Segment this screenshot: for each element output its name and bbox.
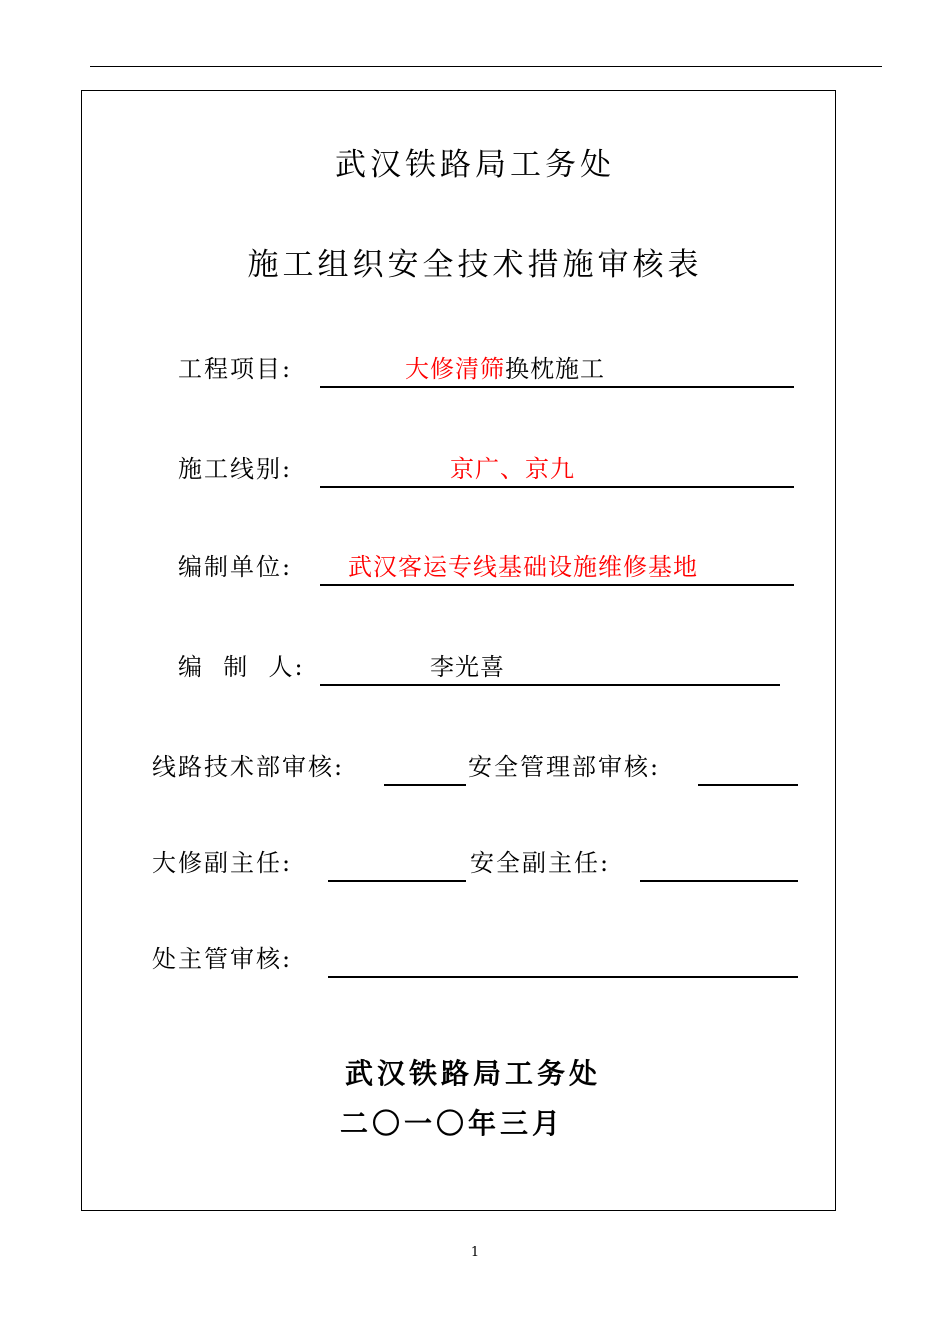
field-project-label: 工程项目: xyxy=(178,355,293,383)
field-project-underline xyxy=(320,386,794,388)
header-rule xyxy=(90,66,882,67)
field-director-review-underline[interactable] xyxy=(328,976,798,978)
field-project-value-red: 大修清筛 xyxy=(405,355,505,383)
field-overhaul-deputy-label: 大修副主任: xyxy=(152,849,293,877)
field-author xyxy=(0,650,950,690)
field-project xyxy=(0,352,950,392)
footer-organization: 武汉铁路局工务处 xyxy=(345,1057,602,1090)
field-safety-deputy-underline[interactable] xyxy=(640,880,798,882)
field-safety-mgmt-review-label: 安全管理部审核: xyxy=(468,753,661,781)
field-line-label: 施工线别: xyxy=(178,455,293,483)
page-number: 1 xyxy=(470,1245,480,1260)
field-review-row-1 xyxy=(0,750,950,790)
field-unit xyxy=(0,550,950,590)
field-overhaul-deputy-underline[interactable] xyxy=(328,880,466,882)
field-line xyxy=(0,452,950,492)
field-author-label: 编 制 人: xyxy=(178,653,305,681)
field-line-tech-review-label: 线路技术部审核: xyxy=(152,753,345,781)
field-author-value[interactable]: 李光喜 xyxy=(430,653,505,681)
field-project-value[interactable] xyxy=(405,352,605,386)
footer-date: 二〇一〇年三月 xyxy=(340,1107,565,1140)
field-review-row-2 xyxy=(0,846,950,886)
field-unit-underline xyxy=(320,584,794,586)
field-unit-label: 编制单位: xyxy=(178,553,293,581)
field-line-underline xyxy=(320,486,794,488)
field-line-tech-review-underline[interactable] xyxy=(384,784,466,786)
document-subtitle: 施工组织安全技术措施审核表 xyxy=(247,247,703,283)
field-project-value-black: 换枕施工 xyxy=(505,355,605,383)
field-line-value[interactable]: 京广、京九 xyxy=(450,455,575,483)
field-director-review-label: 处主管审核: xyxy=(152,945,293,973)
field-safety-deputy-label: 安全副主任: xyxy=(470,849,611,877)
field-author-underline xyxy=(320,684,780,686)
field-unit-value[interactable]: 武汉客运专线基础设施维修基地 xyxy=(348,553,698,581)
document-title: 武汉铁路局工务处 xyxy=(335,147,615,183)
field-safety-mgmt-review-underline[interactable] xyxy=(698,784,798,786)
field-director-review xyxy=(0,942,950,982)
